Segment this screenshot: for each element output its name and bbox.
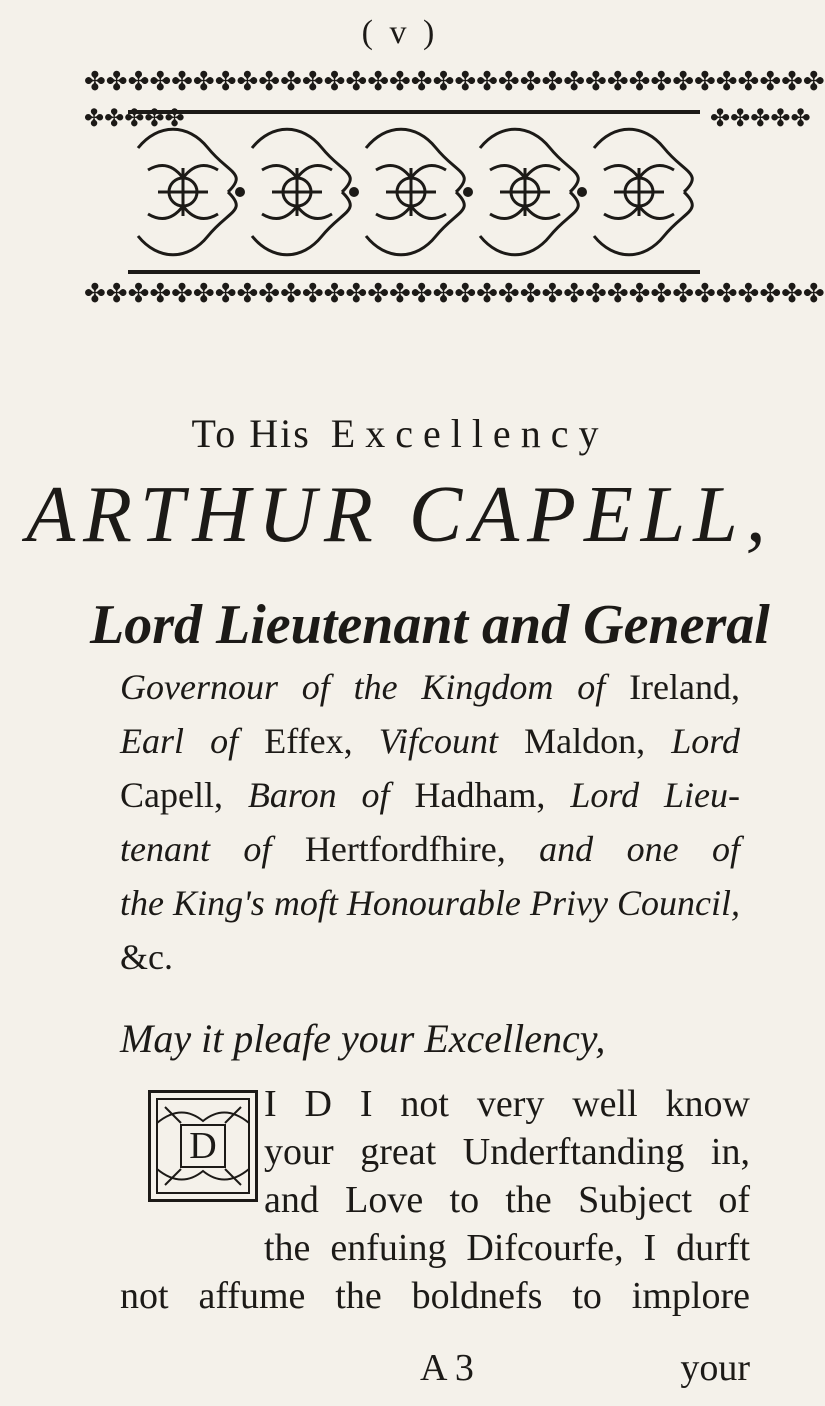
title-line-7: &c. bbox=[120, 937, 173, 977]
title-line-3-e: Lord bbox=[645, 721, 740, 761]
title-line-4-b: Baron of bbox=[222, 775, 415, 815]
dedication-to: To His bbox=[191, 411, 311, 456]
title-line-3-c: Vifcount bbox=[352, 721, 525, 761]
title-line-3-a: Earl of bbox=[120, 721, 265, 761]
title-line-3-d: Maldon, bbox=[524, 721, 646, 761]
body-line-3: and Love to the Subject of bbox=[264, 1179, 750, 1221]
body-line-4: the enfuing Difcourfe, I durft bbox=[264, 1227, 750, 1269]
dedicatee-titles bbox=[90, 590, 770, 984]
title-line-1: Lord Lieutenant and General bbox=[90, 594, 770, 656]
title-line-5-b: Hertfordfhire, bbox=[304, 829, 506, 869]
title-line-2-b: Ireland, bbox=[629, 667, 740, 707]
page-footer bbox=[120, 1346, 750, 1396]
headpiece-left-border: ✤✤✤✤✤ bbox=[84, 106, 185, 132]
dedicatee-name: ARTHUR CAPELL, bbox=[26, 471, 774, 559]
signature-mark: A 3 bbox=[420, 1347, 474, 1389]
page-number: ( v ) bbox=[361, 14, 439, 51]
title-line-4-c: Hadham, bbox=[414, 775, 546, 815]
headpiece-right-border: ✤✤✤✤✤ bbox=[710, 106, 811, 132]
headpiece-pattern bbox=[128, 118, 700, 266]
ornamental-headpiece bbox=[84, 62, 825, 362]
headpiece-bottom-border: ✤✤✤✤✤✤✤✤✤✤✤✤✤✤✤✤✤✤✤✤✤✤✤✤✤✤✤✤✤✤✤✤✤✤ bbox=[84, 279, 825, 308]
title-line-4 bbox=[120, 768, 740, 822]
headpiece-top-border: ✤✤✤✤✤✤✤✤✤✤✤✤✤✤✤✤✤✤✤✤✤✤✤✤✤✤✤✤✤✤✤✤✤✤ bbox=[84, 67, 825, 96]
catchword: your bbox=[680, 1347, 750, 1389]
title-line-6: the King's moft Honourable Privy Council, bbox=[120, 883, 740, 923]
title-line-4-a: Capell, bbox=[120, 775, 223, 815]
body-line-1: I D I not very well know bbox=[264, 1083, 750, 1125]
initial-letter: D bbox=[189, 1125, 217, 1167]
title-line-3-b: Effex, bbox=[264, 721, 353, 761]
title-line-2 bbox=[120, 660, 740, 714]
title-line-4-d: Lord Lieu- bbox=[545, 775, 740, 815]
ornamental-headpiece-icon bbox=[128, 110, 700, 274]
title-line-5 bbox=[120, 822, 740, 876]
title-line-2-a: Governour of the Kingdom of bbox=[120, 667, 630, 707]
salutation: May it pleafe your Excellency, bbox=[120, 1016, 606, 1061]
title-line-3 bbox=[120, 714, 740, 768]
letter-body bbox=[120, 1080, 750, 1320]
title-line-5-c: and one of bbox=[505, 829, 741, 869]
body-line-2: your great Underftanding in, bbox=[264, 1131, 750, 1173]
dedication-excellency: Excellency bbox=[330, 411, 609, 456]
dedication-line bbox=[0, 410, 800, 457]
body-line-5: not affume the boldnefs to implore bbox=[120, 1275, 750, 1317]
title-line-5-a: tenant of bbox=[120, 829, 305, 869]
